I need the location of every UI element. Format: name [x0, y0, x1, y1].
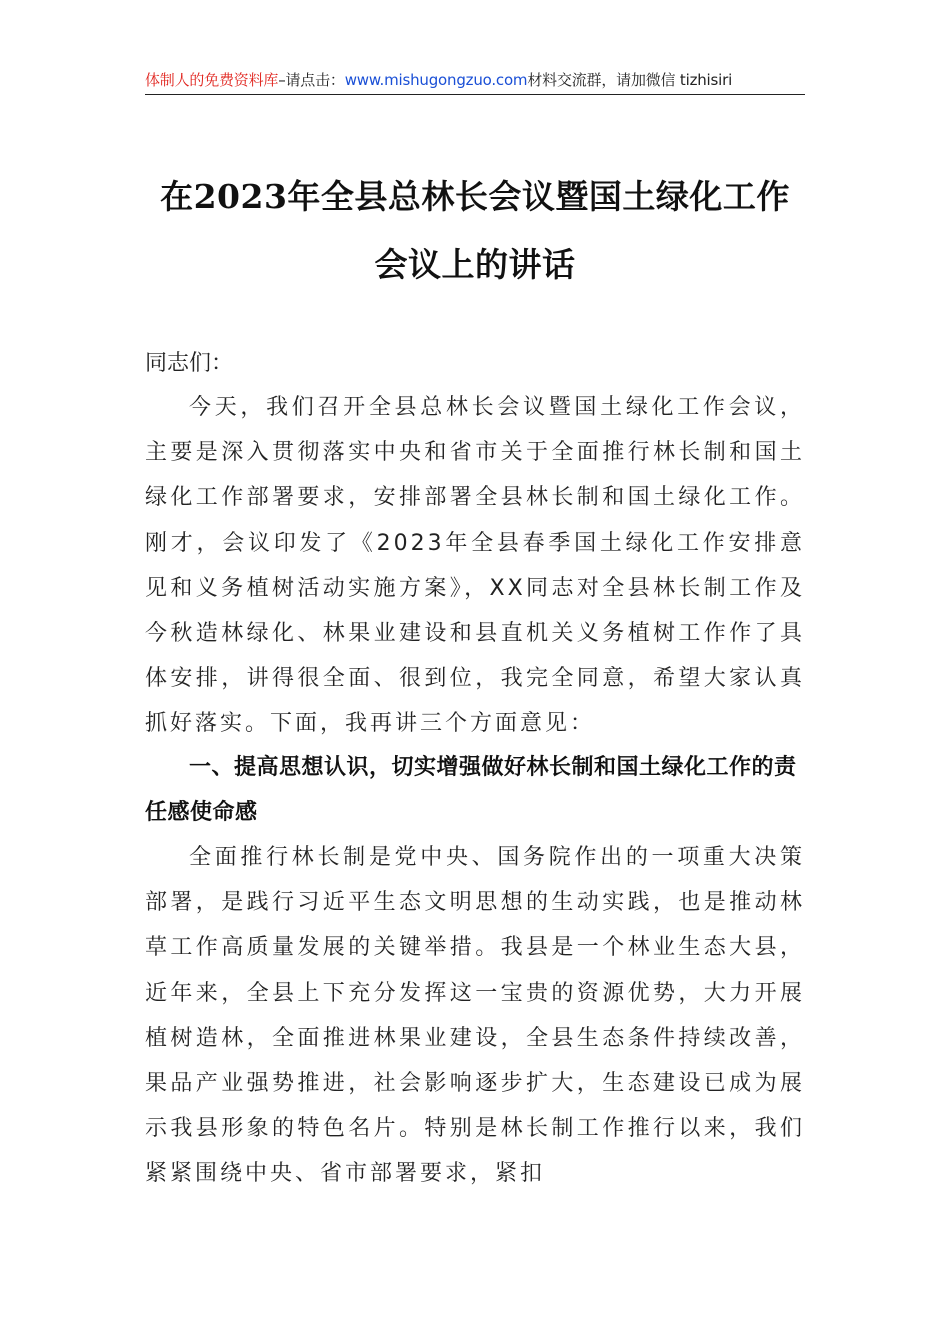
page-header — [145, 66, 805, 95]
header-prompt: –请点击： — [278, 71, 345, 89]
header-site-name: 体制人的免费资料库 — [145, 71, 279, 89]
section-heading-1: 一、提高思想认识，切实增强做好林长制和国土绿化工作的责任感使命感 — [145, 755, 797, 826]
document-title-line1: 在2023年全县总林长会议暨国土绿化工作 — [160, 177, 790, 216]
salutation: 同志们： — [145, 351, 234, 376]
header-note: 材料交流群，请加微信 tizhisiri — [527, 71, 733, 89]
paragraph-intro: 今天，我们召开全县总林长会议暨国土绿化工作会议，主要是深入贯彻落实中央和省市关于全面推行林长制和国土绿化工作部署要求，安排部署全县林长制和国土绿化工作。刚才，会议印发了《2023年全县春季国土绿化工作安排意见和义务植树活动实施方案》，XX同志对全县林长制工作及今秋造林绿化、林果业建设和县直机关义务植树工作作了具体安排，讲得很全面、很到位，我完全同意，希望大家认真抓好落实。下面，我再讲三个方面意见： — [145, 395, 805, 737]
header-website-link[interactable]: www.mishugongzuo.com — [344, 71, 528, 89]
paragraph-section1-body: 全面推行林长制是党中央、国务院作出的一项重大决策部署，是践行习近平生态文明思想的生动实践，也是推动林草工作高质量发展的关键举措。我县是一个林业生态大县，近年来，全县上下充分发挥这一宝贵的资源优势，大力开展植树造林，全面推进林果业建设，全县生态条件持续改善，果品产业强势推进，社会影响逐步扩大，生态建设已成为展示我县形象的特色名片。特别是林长制工作推行以来，我们紧紧围绕中央、省市部署要求，紧扣 — [145, 845, 805, 1187]
document-title-line2: 会议上的讲话 — [374, 245, 576, 284]
